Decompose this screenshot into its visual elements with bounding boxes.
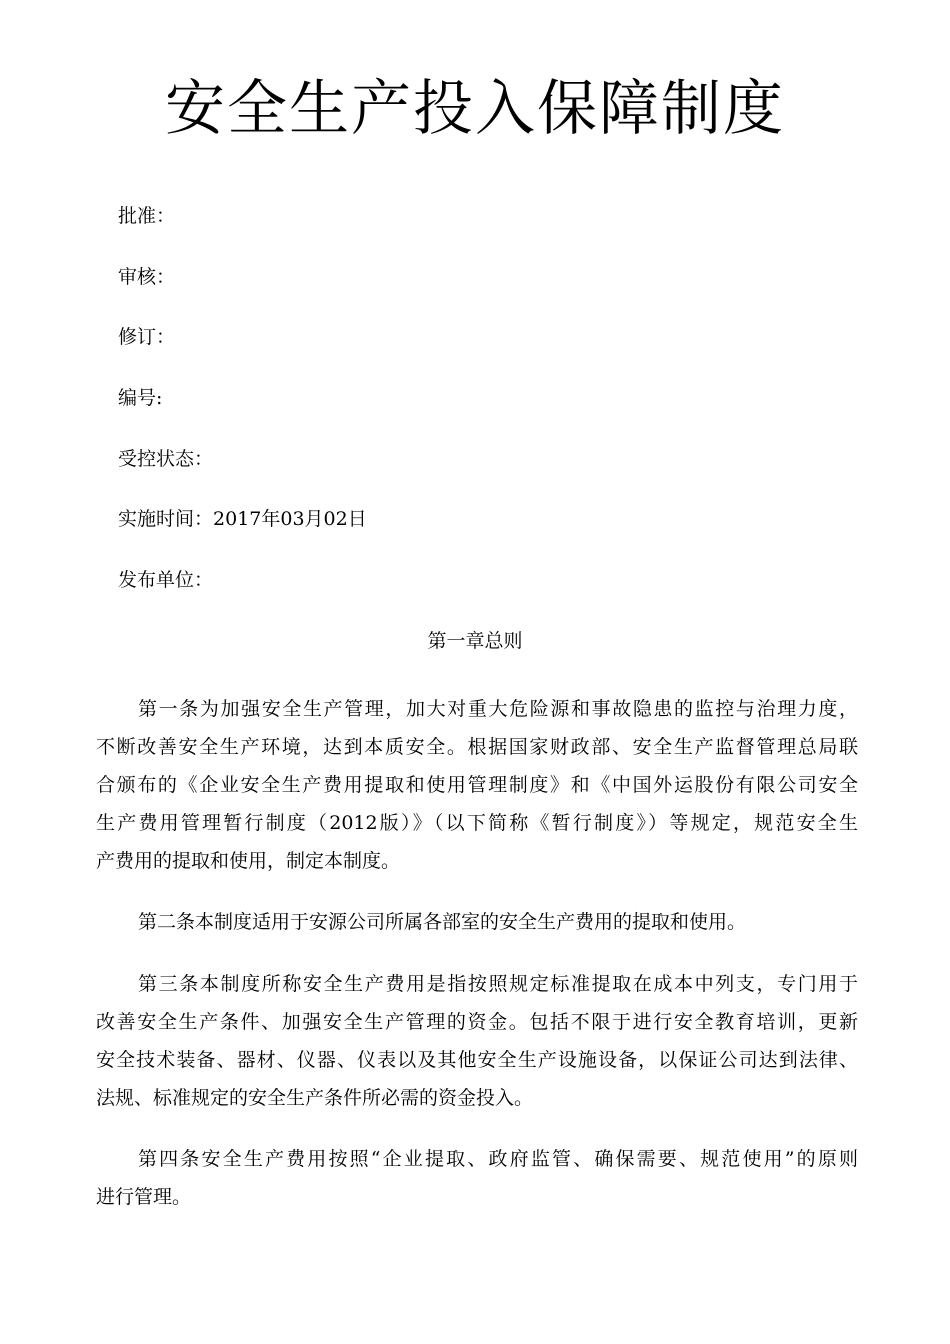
meta-number <box>118 385 162 411</box>
article-2 <box>96 903 858 941</box>
meta-number-label: 编号: <box>118 387 163 409</box>
meta-approval-label: 批准： <box>118 205 176 227</box>
article-line: 安全技术装备、器材、仪器、仪表以及其他安全生产设施设备，以保证公司达到法律、 <box>96 1049 858 1071</box>
article-line: 合颁布的《企业安全生产费用提取和使用管理制度》和《中国外运股份有限公司安全 <box>96 774 858 796</box>
meta-revision <box>118 324 175 350</box>
document-title: 安全生产投入保障制度 <box>165 74 785 144</box>
meta-effective-date-value: 2017年03月02日 <box>213 508 367 530</box>
article-line: 产费用的提取和使用，制定本制度。 <box>96 850 401 872</box>
article-4 <box>96 1140 858 1216</box>
article-line: 第四条安全生产费用按照“企业提取、政府监管、确保需要、规范使用”的原则 <box>138 1148 858 1170</box>
meta-issuer <box>118 567 213 593</box>
meta-approval <box>118 203 175 229</box>
article-line: 第一条为加强安全生产管理，加大对重大危险源和事故隐患的监控与治理力度， <box>138 698 858 720</box>
meta-revision-label: 修订： <box>118 326 176 348</box>
article-line: 第三条本制度所称安全生产费用是指按照规定标准提取在成本中列支，专门用于 <box>138 973 858 995</box>
chapter-heading: 第一章总则 <box>427 630 523 652</box>
meta-review <box>118 264 175 290</box>
meta-review-label: 审核： <box>118 266 176 288</box>
article-1 <box>96 690 858 880</box>
meta-effective-date-label: 实施时间： <box>118 508 214 530</box>
article-line: 第二条本制度适用于安源公司所属各部室的安全生产费用的提取和使用。 <box>138 911 747 933</box>
meta-control-status-label: 受控状态： <box>118 448 214 470</box>
article-3 <box>96 965 858 1117</box>
article-line: 法规、标准规定的安全生产条件所必需的资金投入。 <box>96 1087 534 1109</box>
article-line: 生产费用管理暂行制度（2012版）》（以下简称《暂行制度》）等规定，规范安全生 <box>96 812 858 834</box>
article-line: 改善安全生产条件、加强安全生产管理的资金。包括不限于进行安全教育培训，更新 <box>96 1011 858 1033</box>
article-line: 不断改善安全生产环境，达到本质安全。根据国家财政部、安全生产监督管理总局联 <box>96 736 858 758</box>
article-line: 进行管理。 <box>96 1186 192 1208</box>
meta-effective-date <box>118 506 367 532</box>
meta-issuer-label: 发布单位： <box>118 569 214 591</box>
meta-control-status <box>118 446 213 472</box>
